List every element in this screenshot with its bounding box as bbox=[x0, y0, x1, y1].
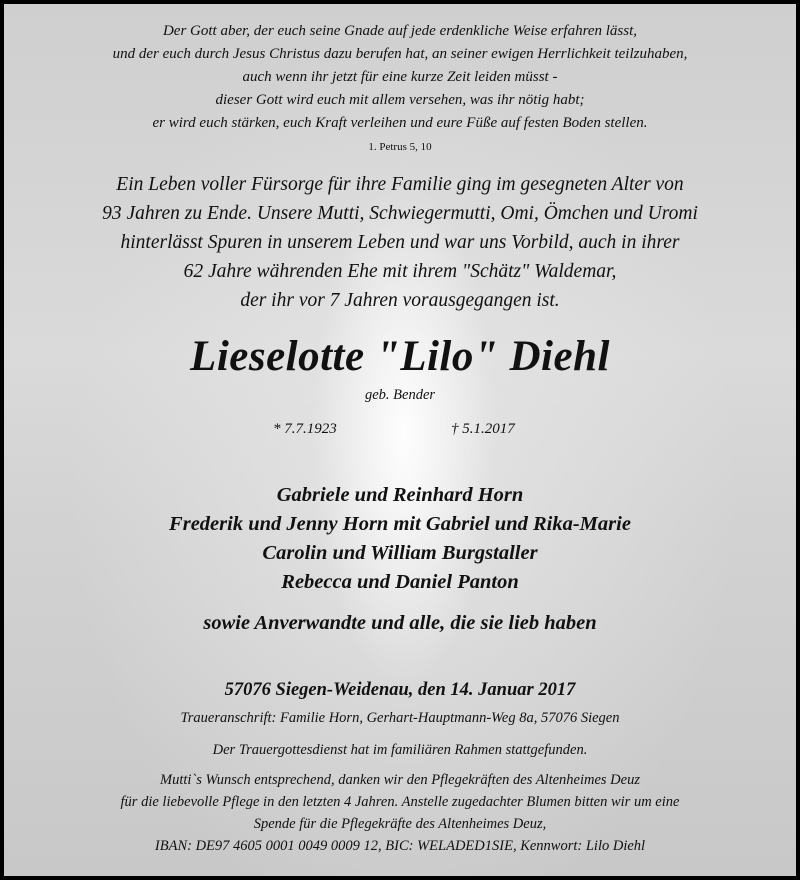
verse-line: dieser Gott wird euch mit allem versehen, was ihr nötig habt; bbox=[215, 92, 585, 108]
verse-line: Der Gott aber, der euch seine Gnade auf jede erdenkliche Weise erfahren lässt, bbox=[162, 23, 638, 39]
mourner-line: Gabriele und Reinhard Horn bbox=[276, 484, 524, 506]
intro-line: Ein Leben voller Fürsorge für ihre Familie ging im gesegneten Alter von bbox=[116, 174, 684, 195]
verse-reference: 1. Petrus 5, 10 bbox=[368, 141, 432, 153]
verse-line: er wird euch stärken, euch Kraft verleihen und eure Füße auf festen Boden stellen. bbox=[152, 115, 648, 131]
deceased-name: Lieselotte "Lilo" Diehl bbox=[190, 333, 610, 380]
life-dates bbox=[4, 421, 796, 441]
mourning-address: Traueranschrift: Familie Horn, Gerhart-Hauptmann-Weg 8a, 57076 Siegen bbox=[180, 710, 620, 726]
donation-details: IBAN: DE97 4605 0001 0049 0009 12, BIC: WELADED1SIE, Kennwort: Lilo Diehl bbox=[154, 838, 646, 854]
intro-line: 93 Jahren zu Ende. Unsere Mutti, Schwiegermutti, Omi, Ömchen und Uromi bbox=[102, 203, 698, 224]
intro-line: hinterlässt Spuren in unserem Leben und war uns Vorbild, auch in ihrer bbox=[120, 232, 680, 253]
mourner-line: Carolin und William Burgstaller bbox=[262, 542, 538, 564]
maiden-name: geb. Bender bbox=[364, 387, 436, 403]
verse-line: und der euch durch Jesus Christus dazu berufen hat, an seiner ewigen Herrlichkeit teilzuhaben, bbox=[112, 46, 688, 62]
service-note: Der Trauergottesdienst hat im familiären Rahmen stattgefunden. bbox=[212, 742, 588, 758]
intro-line: 62 Jahre währenden Ehe mit ihrem "Schätz" Waldemar, bbox=[183, 261, 617, 282]
relatives-line: sowie Anverwandte und alle, die sie lieb haben bbox=[203, 612, 597, 634]
death-date: † 5.1.2017 bbox=[451, 421, 515, 437]
thanks-line: Mutti`s Wunsch entsprechend, danken wir den Pflegekräften des Altenheimes Deuz bbox=[159, 772, 640, 788]
thanks-line: für die liebevolle Pflege in den letzten 4 Jahren. Anstelle zugedachter Blumen bitten wir um eine bbox=[120, 794, 680, 810]
birth-date: * 7.7.1923 bbox=[273, 421, 337, 437]
place-date: 57076 Siegen-Weidenau, den 14. Januar 2017 bbox=[224, 680, 576, 700]
mourner-line: Frederik und Jenny Horn mit Gabriel und Rika-Marie bbox=[169, 513, 631, 535]
thanks-line: Spende für die Pflegekräfte des Altenheimes Deuz, bbox=[253, 816, 547, 832]
verse-line: auch wenn ihr jetzt für eine kurze Zeit leiden müsst - bbox=[242, 69, 558, 85]
mourner-line: Rebecca und Daniel Panton bbox=[281, 571, 519, 593]
intro-line: der ihr vor 7 Jahren vorausgegangen ist. bbox=[240, 290, 560, 311]
